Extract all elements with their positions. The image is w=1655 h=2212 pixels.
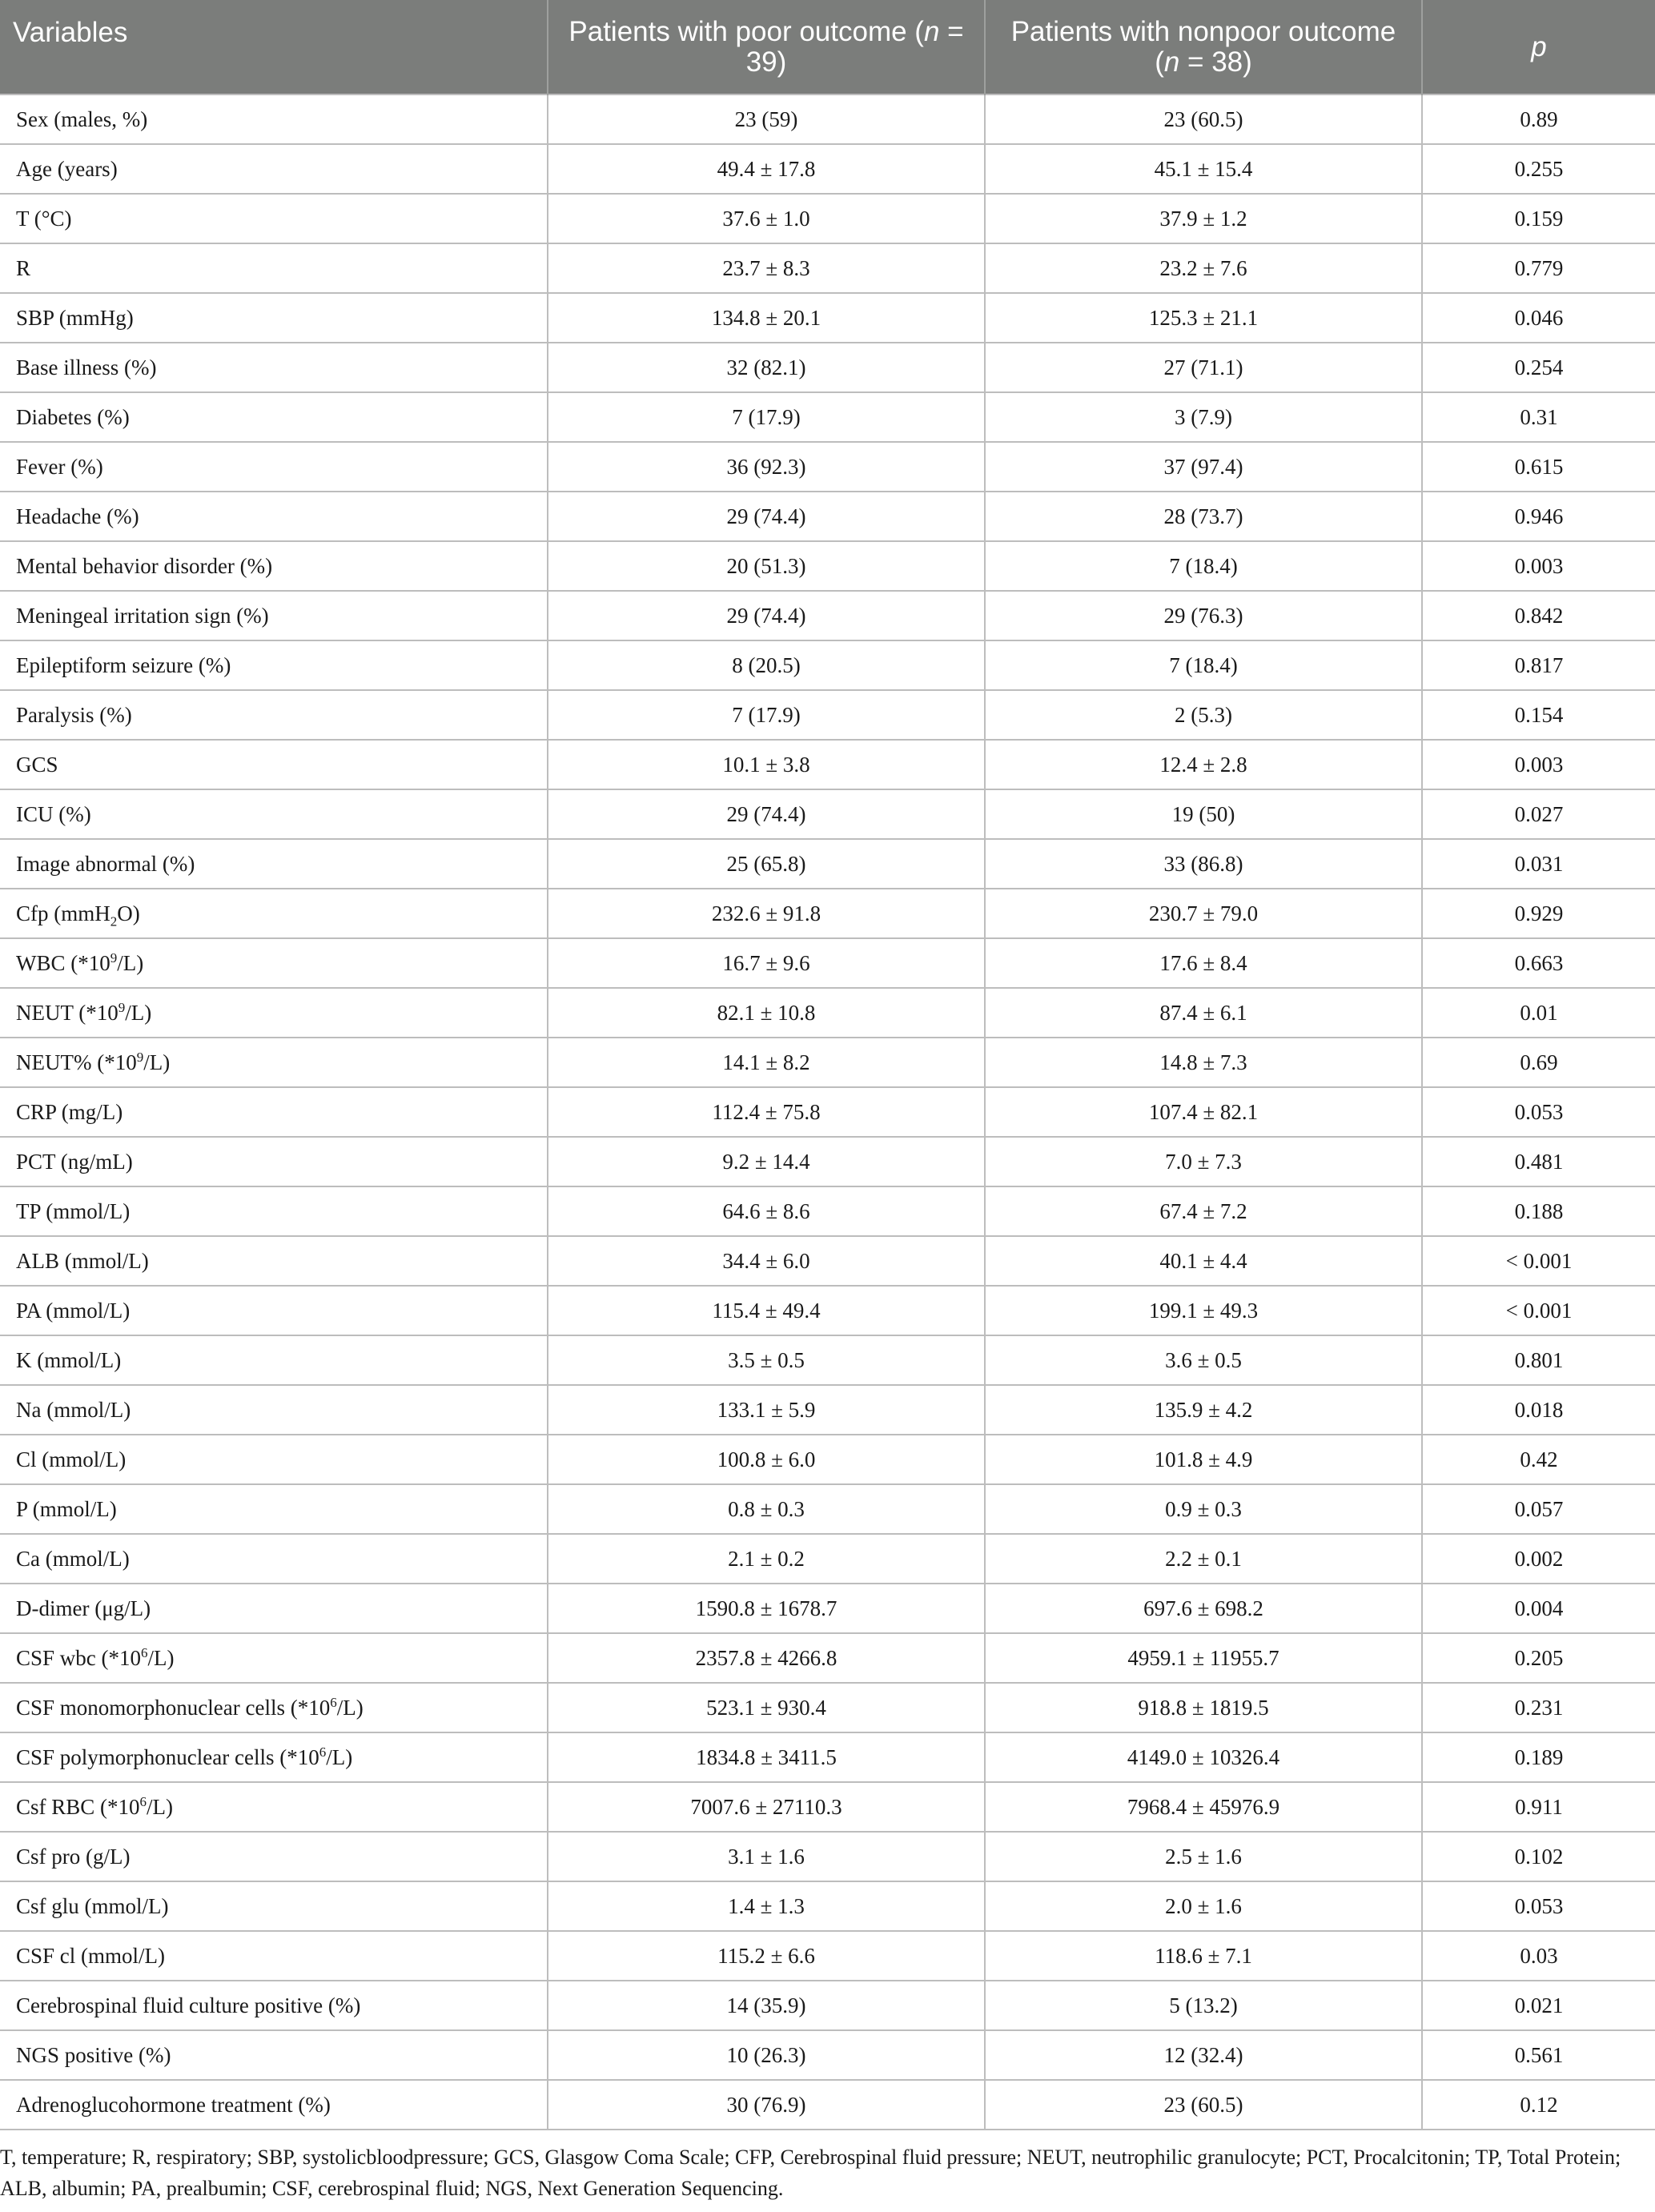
cell-p-value: < 0.001: [1422, 1236, 1655, 1286]
table-row: [0, 1385, 1655, 1435]
header-nonpoor-outcome: Patients with nonpoor outcome (n = 38): [985, 0, 1422, 94]
cell-variable: T (°C): [0, 194, 548, 243]
cell-variable: Image abnormal (%): [0, 839, 548, 889]
header-poor-outcome: Patients with poor outcome (n = 39): [548, 0, 985, 94]
cell-poor-outcome: 9.2 ± 14.4: [548, 1137, 985, 1186]
cell-poor-outcome: 133.1 ± 5.9: [548, 1385, 985, 1435]
table-row: [0, 442, 1655, 492]
cell-variable: Age (years): [0, 144, 548, 194]
cell-variable: NGS positive (%): [0, 2030, 548, 2080]
cell-poor-outcome: 34.4 ± 6.0: [548, 1236, 985, 1286]
table-row: [0, 1683, 1655, 1732]
cell-p-value: 0.057: [1422, 1484, 1655, 1534]
cell-nonpoor-outcome: 2.0 ± 1.6: [985, 1881, 1422, 1931]
table-row: [0, 1186, 1655, 1236]
cell-p-value: 0.929: [1422, 889, 1655, 938]
table-row: [0, 889, 1655, 938]
cell-nonpoor-outcome: 2 (5.3): [985, 690, 1422, 740]
cell-nonpoor-outcome: 27 (71.1): [985, 343, 1422, 392]
cell-variable: ICU (%): [0, 789, 548, 839]
cell-nonpoor-outcome: 7 (18.4): [985, 640, 1422, 690]
cell-p-value: 0.663: [1422, 938, 1655, 988]
table-row: [0, 988, 1655, 1038]
cell-nonpoor-outcome: 67.4 ± 7.2: [985, 1186, 1422, 1236]
table-row: [0, 1236, 1655, 1286]
cell-p-value: 0.031: [1422, 839, 1655, 889]
cell-p-value: 0.946: [1422, 492, 1655, 541]
cell-p-value: 0.053: [1422, 1881, 1655, 1931]
table-row: [0, 392, 1655, 442]
cell-nonpoor-outcome: 230.7 ± 79.0: [985, 889, 1422, 938]
cell-variable: WBC $(*10^9/L)$: [0, 938, 548, 988]
cell-variable: ALB (mmol/L): [0, 1236, 548, 1286]
cell-p-value: 0.102: [1422, 1832, 1655, 1881]
cell-poor-outcome: 10 (26.3): [548, 2030, 985, 2080]
cell-nonpoor-outcome: 37.9 ± 1.2: [985, 194, 1422, 243]
cell-p-value: 0.842: [1422, 591, 1655, 640]
cell-p-value: 0.561: [1422, 2030, 1655, 2080]
cell-nonpoor-outcome: 918.8 ± 1819.5: [985, 1683, 1422, 1732]
cell-poor-outcome: 16.7 ± 9.6: [548, 938, 985, 988]
cell-p-value: 0.003: [1422, 541, 1655, 591]
cell-poor-outcome: 23 (59): [548, 94, 985, 144]
cell-poor-outcome: 82.1 ± 10.8: [548, 988, 985, 1038]
cell-poor-outcome: 37.6 ± 1.0: [548, 194, 985, 243]
cell-variable: Csf pro (g/L): [0, 1832, 548, 1881]
cell-poor-outcome: 2.1 ± 0.2: [548, 1534, 985, 1584]
cell-p-value: 0.002: [1422, 1534, 1655, 1584]
cell-nonpoor-outcome: 7968.4 ± 45976.9: [985, 1782, 1422, 1832]
cell-variable: Cerebrospinal fluid culture positive (%): [0, 1981, 548, 2030]
cell-nonpoor-outcome: 17.6 ± 8.4: [985, 938, 1422, 988]
cell-variable: TP (mmol/L): [0, 1186, 548, 1236]
cell-nonpoor-outcome: 19 (50): [985, 789, 1422, 839]
cell-poor-outcome: 100.8 ± 6.0: [548, 1435, 985, 1484]
cell-variable: Epileptiform seizure (%): [0, 640, 548, 690]
table-row: [0, 2030, 1655, 2080]
cell-variable: CSF polymorphonuclear cells $(*10^6/L)$: [0, 1732, 548, 1782]
cell-poor-outcome: 23.7 ± 8.3: [548, 243, 985, 293]
table-row: [0, 194, 1655, 243]
table-row: [0, 1981, 1655, 2030]
cell-poor-outcome: 29 (74.4): [548, 492, 985, 541]
cell-variable: Meningeal irritation sign (%): [0, 591, 548, 640]
cell-nonpoor-outcome: 2.2 ± 0.1: [985, 1534, 1422, 1584]
cell-variable: GCS: [0, 740, 548, 789]
cell-nonpoor-outcome: 7.0 ± 7.3: [985, 1137, 1422, 1186]
cell-p-value: 0.189: [1422, 1732, 1655, 1782]
cell-p-value: 0.018: [1422, 1385, 1655, 1435]
cell-poor-outcome: 1.4 ± 1.3: [548, 1881, 985, 1931]
table-row: [0, 1137, 1655, 1186]
cell-p-value: 0.779: [1422, 243, 1655, 293]
table-body: [0, 94, 1655, 2130]
table-row: [0, 591, 1655, 640]
cell-poor-outcome: 2357.8 ± 4266.8: [548, 1633, 985, 1683]
table-row: [0, 1931, 1655, 1981]
header-row: [0, 0, 1655, 94]
table-row: [0, 2080, 1655, 2130]
cell-p-value: 0.481: [1422, 1137, 1655, 1186]
table-row: [0, 1881, 1655, 1931]
cell-variable: Cfp (mmH$_2$O): [0, 889, 548, 938]
table-row: [0, 343, 1655, 392]
cell-nonpoor-outcome: 0.9 ± 0.3: [985, 1484, 1422, 1534]
table-row: [0, 243, 1655, 293]
cell-p-value: 0.31: [1422, 392, 1655, 442]
cell-p-value: 0.003: [1422, 740, 1655, 789]
cell-p-value: 0.231: [1422, 1683, 1655, 1732]
table-row: [0, 1832, 1655, 1881]
cell-nonpoor-outcome: 45.1 ± 15.4: [985, 144, 1422, 194]
cell-poor-outcome: 232.6 ± 91.8: [548, 889, 985, 938]
cell-poor-outcome: 29 (74.4): [548, 789, 985, 839]
cell-nonpoor-outcome: 40.1 ± 4.4: [985, 1236, 1422, 1286]
cell-variable: Adrenoglucohormone treatment (%): [0, 2080, 548, 2130]
header-variables: Variables: [0, 0, 548, 94]
cell-p-value: 0.01: [1422, 988, 1655, 1038]
cell-nonpoor-outcome: 7 (18.4): [985, 541, 1422, 591]
cell-nonpoor-outcome: 29 (76.3): [985, 591, 1422, 640]
cell-variable: NEUT $(*10^9/L)$: [0, 988, 548, 1038]
cell-poor-outcome: 1590.8 ± 1678.7: [548, 1584, 985, 1633]
cell-variable: CSF cl (mmol/L): [0, 1931, 548, 1981]
cell-poor-outcome: 115.4 ± 49.4: [548, 1286, 985, 1335]
cell-nonpoor-outcome: 4959.1 ± 11955.7: [985, 1633, 1422, 1683]
cell-poor-outcome: 523.1 ± 930.4: [548, 1683, 985, 1732]
table-row: [0, 938, 1655, 988]
table-row: [0, 740, 1655, 789]
cell-poor-outcome: 25 (65.8): [548, 839, 985, 889]
table-row: [0, 94, 1655, 144]
cell-nonpoor-outcome: 4149.0 ± 10326.4: [985, 1732, 1422, 1782]
cell-p-value: 0.027: [1422, 789, 1655, 839]
cell-nonpoor-outcome: 3.6 ± 0.5: [985, 1335, 1422, 1385]
table-header: [0, 0, 1655, 94]
table-row: [0, 640, 1655, 690]
cell-nonpoor-outcome: 12 (32.4): [985, 2030, 1422, 2080]
cell-poor-outcome: 7 (17.9): [548, 690, 985, 740]
cell-nonpoor-outcome: 23 (60.5): [985, 2080, 1422, 2130]
cell-poor-outcome: 112.4 ± 75.8: [548, 1087, 985, 1137]
table-row: [0, 541, 1655, 591]
cell-variable: K (mmol/L): [0, 1335, 548, 1385]
table-row: [0, 1038, 1655, 1087]
cell-variable: SBP (mmHg): [0, 293, 548, 343]
cell-variable: D-dimer (μg/L): [0, 1584, 548, 1633]
cell-p-value: 0.205: [1422, 1633, 1655, 1683]
cell-p-value: 0.69: [1422, 1038, 1655, 1087]
cell-p-value: 0.03: [1422, 1931, 1655, 1981]
cell-nonpoor-outcome: 125.3 ± 21.1: [985, 293, 1422, 343]
cell-variable: CSF wbc $(*10^6/L)$: [0, 1633, 548, 1683]
table-row: [0, 1435, 1655, 1484]
table-row: [0, 1484, 1655, 1534]
table-footnote: T, temperature; R, respiratory; SBP, systolicbloodpressure; GCS, Glasgow Coma Scale; CFP, Cerebrospinal fluid pressure; NEUT, neutrophilic granulocyte; PCT, Procalcitonin; TP, Total Protein; ALB, albumin; PA, prealbumin; CSF, cerebrospinal fluid; NGS, Next Generation Sequencing.: [0, 2146, 1621, 2200]
cell-variable: Fever (%): [0, 442, 548, 492]
cell-variable: Na (mmol/L): [0, 1385, 548, 1435]
table-row: [0, 1534, 1655, 1584]
cell-nonpoor-outcome: 28 (73.7): [985, 492, 1422, 541]
cell-p-value: 0.254: [1422, 343, 1655, 392]
cell-p-value: 0.615: [1422, 442, 1655, 492]
cell-p-value: 0.154: [1422, 690, 1655, 740]
cell-p-value: 0.159: [1422, 194, 1655, 243]
table-row: [0, 144, 1655, 194]
cell-nonpoor-outcome: 697.6 ± 698.2: [985, 1584, 1422, 1633]
cell-nonpoor-outcome: 199.1 ± 49.3: [985, 1286, 1422, 1335]
cell-nonpoor-outcome: 2.5 ± 1.6: [985, 1832, 1422, 1881]
cell-variable: P (mmol/L): [0, 1484, 548, 1534]
cell-poor-outcome: 7007.6 ± 27110.3: [548, 1782, 985, 1832]
cell-p-value: 0.42: [1422, 1435, 1655, 1484]
cell-nonpoor-outcome: 107.4 ± 82.1: [985, 1087, 1422, 1137]
cell-poor-outcome: 49.4 ± 17.8: [548, 144, 985, 194]
cell-variable: Sex (males, %): [0, 94, 548, 144]
cell-variable: Cl (mmol/L): [0, 1435, 548, 1484]
cell-nonpoor-outcome: 3 (7.9): [985, 392, 1422, 442]
table-row: [0, 1633, 1655, 1683]
cell-poor-outcome: 8 (20.5): [548, 640, 985, 690]
table-row: [0, 1286, 1655, 1335]
cell-poor-outcome: 32 (82.1): [548, 343, 985, 392]
cell-nonpoor-outcome: 23.2 ± 7.6: [985, 243, 1422, 293]
cell-variable: Diabetes (%): [0, 392, 548, 442]
table-row: [0, 293, 1655, 343]
cell-p-value: 0.021: [1422, 1981, 1655, 2030]
cell-nonpoor-outcome: 101.8 ± 4.9: [985, 1435, 1422, 1484]
cell-p-value: 0.053: [1422, 1087, 1655, 1137]
cell-poor-outcome: 29 (74.4): [548, 591, 985, 640]
cell-variable: NEUT% $(*10^9/L)$: [0, 1038, 548, 1087]
table-row: [0, 1732, 1655, 1782]
cell-nonpoor-outcome: 118.6 ± 7.1: [985, 1931, 1422, 1981]
table-row: [0, 839, 1655, 889]
table-row: [0, 1584, 1655, 1633]
cell-variable: PCT (ng/mL): [0, 1137, 548, 1186]
table-row: [0, 1782, 1655, 1832]
cell-p-value: 0.004: [1422, 1584, 1655, 1633]
cell-variable: Mental behavior disorder (%): [0, 541, 548, 591]
cell-variable: CSF monomorphonuclear cells $(*10^6/L)$: [0, 1683, 548, 1732]
cell-nonpoor-outcome: 87.4 ± 6.1: [985, 988, 1422, 1038]
cell-nonpoor-outcome: 14.8 ± 7.3: [985, 1038, 1422, 1087]
cell-nonpoor-outcome: 135.9 ± 4.2: [985, 1385, 1422, 1435]
table-row: [0, 492, 1655, 541]
cell-poor-outcome: 14.1 ± 8.2: [548, 1038, 985, 1087]
cell-poor-outcome: 7 (17.9): [548, 392, 985, 442]
table-row: [0, 690, 1655, 740]
cell-variable: Ca (mmol/L): [0, 1534, 548, 1584]
cell-p-value: 0.89: [1422, 94, 1655, 144]
cell-poor-outcome: 20 (51.3): [548, 541, 985, 591]
cell-nonpoor-outcome: 33 (86.8): [985, 839, 1422, 889]
header-p-value: p: [1422, 0, 1655, 94]
cell-poor-outcome: 3.1 ± 1.6: [548, 1832, 985, 1881]
cell-poor-outcome: 10.1 ± 3.8: [548, 740, 985, 789]
cell-poor-outcome: 30 (76.9): [548, 2080, 985, 2130]
cell-variable: R: [0, 243, 548, 293]
cell-poor-outcome: 3.5 ± 0.5: [548, 1335, 985, 1385]
cell-poor-outcome: 115.2 ± 6.6: [548, 1931, 985, 1981]
cell-variable: Paralysis (%): [0, 690, 548, 740]
cell-nonpoor-outcome: 37 (97.4): [985, 442, 1422, 492]
cell-p-value: 0.046: [1422, 293, 1655, 343]
cell-variable: Base illness (%): [0, 343, 548, 392]
cell-poor-outcome: 1834.8 ± 3411.5: [548, 1732, 985, 1782]
cell-poor-outcome: 134.8 ± 20.1: [548, 293, 985, 343]
cell-variable: PA (mmol/L): [0, 1286, 548, 1335]
cell-p-value: 0.255: [1422, 144, 1655, 194]
cell-nonpoor-outcome: 12.4 ± 2.8: [985, 740, 1422, 789]
cell-poor-outcome: 0.8 ± 0.3: [548, 1484, 985, 1534]
cell-variable: Headache (%): [0, 492, 548, 541]
cell-variable: Csf glu (mmol/L): [0, 1881, 548, 1931]
cell-poor-outcome: 64.6 ± 8.6: [548, 1186, 985, 1236]
cell-p-value: 0.817: [1422, 640, 1655, 690]
cell-p-value: 0.801: [1422, 1335, 1655, 1385]
table-row: [0, 1335, 1655, 1385]
cell-poor-outcome: 36 (92.3): [548, 442, 985, 492]
cell-p-value: 0.188: [1422, 1186, 1655, 1236]
table-row: [0, 1087, 1655, 1137]
cell-nonpoor-outcome: 5 (13.2): [985, 1981, 1422, 2030]
cell-p-value: 0.911: [1422, 1782, 1655, 1832]
cell-p-value: 0.12: [1422, 2080, 1655, 2130]
cell-variable: Csf RBC $(*10^6/L)$: [0, 1782, 548, 1832]
cell-poor-outcome: 14 (35.9): [548, 1981, 985, 2030]
cell-p-value: < 0.001: [1422, 1286, 1655, 1335]
cell-nonpoor-outcome: 23 (60.5): [985, 94, 1422, 144]
cell-variable: CRP (mg/L): [0, 1087, 548, 1137]
table-row: [0, 789, 1655, 839]
